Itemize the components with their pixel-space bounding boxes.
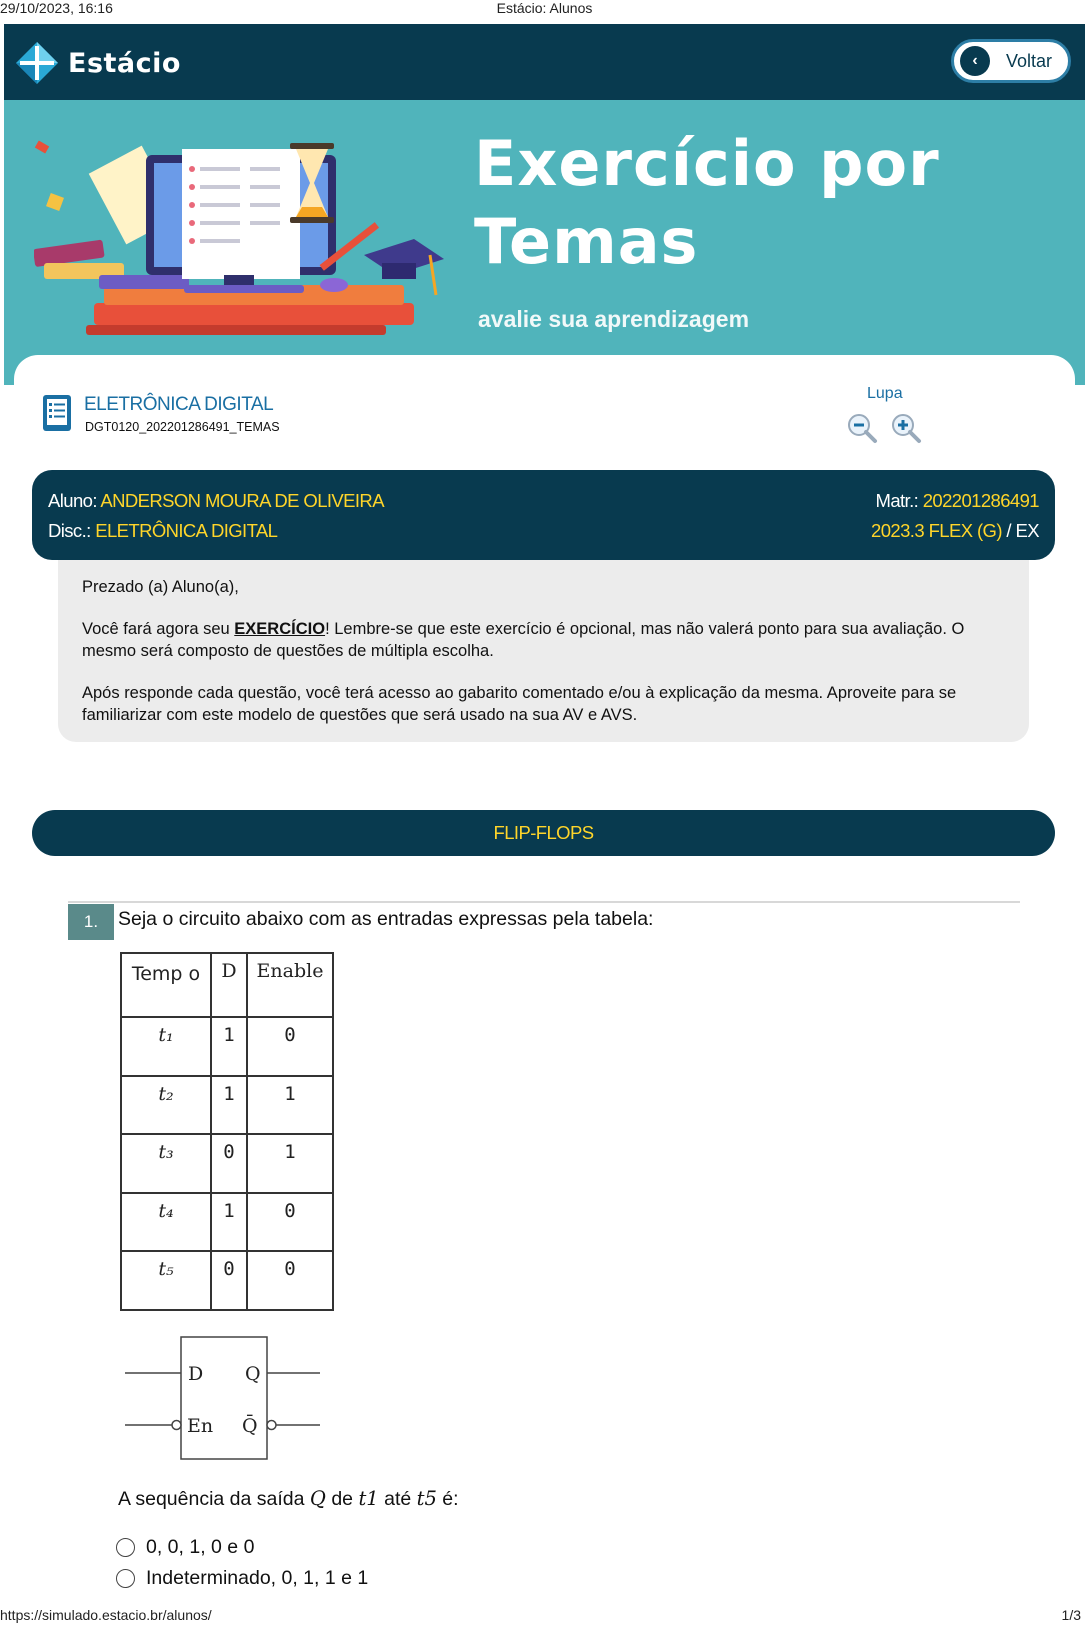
top-bar bbox=[4, 24, 1085, 100]
print-page-number: 1/3 bbox=[1061, 1607, 1081, 1623]
cell-d: 1 bbox=[211, 1076, 247, 1135]
prompt-pre: A sequência da saída bbox=[118, 1488, 310, 1510]
d-latch-circuit-diagram bbox=[125, 1335, 325, 1465]
circuit-label-q: Q bbox=[245, 1363, 261, 1385]
registration-number: 202201286491 bbox=[922, 490, 1039, 511]
cell-enable: 1 bbox=[247, 1134, 333, 1193]
table-row bbox=[121, 1251, 333, 1310]
answer-option[interactable] bbox=[116, 1536, 254, 1559]
cell-time: t₅ bbox=[121, 1251, 211, 1310]
p1-pre: Você fará agora seu bbox=[82, 620, 235, 638]
circuit-label-qbar: Q̄ bbox=[242, 1415, 258, 1437]
period-suffix: / EX bbox=[1001, 520, 1039, 541]
logo-text: Estácio bbox=[68, 47, 181, 79]
disc-label: Disc.: bbox=[48, 520, 96, 541]
question-number: 1. bbox=[68, 904, 114, 940]
circuit-label-d: D bbox=[188, 1363, 204, 1385]
magnifier-label: Lupa bbox=[867, 385, 903, 402]
print-url: https://simulado.estacio.br/alunos/ bbox=[0, 1607, 212, 1623]
period-row bbox=[871, 520, 1039, 542]
question-prompt bbox=[118, 1487, 459, 1511]
question-text: Seja o circuito abaixo com as entradas expressas pela tabela: bbox=[118, 908, 654, 930]
instructions-box bbox=[58, 560, 1029, 742]
print-footer bbox=[0, 1605, 1089, 1627]
cell-time: t₃ bbox=[121, 1134, 211, 1193]
discipline-row bbox=[48, 520, 277, 542]
radio-button[interactable] bbox=[116, 1569, 135, 1588]
period-value: 2023.3 FLEX (G) bbox=[871, 520, 1002, 541]
cell-d: 1 bbox=[211, 1017, 247, 1076]
back-button[interactable] bbox=[951, 39, 1071, 83]
table-row bbox=[121, 1193, 333, 1252]
exercise-link[interactable]: EXERCÍCIO bbox=[234, 620, 326, 638]
cell-time: t₂ bbox=[121, 1076, 211, 1135]
banner-title bbox=[474, 125, 940, 281]
discipline-name: ELETRÔNICA DIGITAL bbox=[95, 520, 278, 541]
truth-table-header bbox=[121, 953, 333, 1017]
estacio-logo[interactable] bbox=[14, 38, 181, 88]
student-name-row bbox=[48, 490, 384, 512]
banner-title-line1: Exercício por bbox=[474, 127, 940, 200]
cell-enable: 0 bbox=[247, 1017, 333, 1076]
estacio-logo-icon bbox=[14, 40, 60, 86]
radio-button[interactable] bbox=[116, 1538, 135, 1557]
chevron-left-icon: ‹ bbox=[960, 46, 990, 76]
cell-time: t₄ bbox=[121, 1193, 211, 1252]
header-enable: Enable bbox=[247, 953, 333, 1017]
instructions-paragraph-2: Após responde cada questão, você terá acesso ao gabarito comentado e/ou à explicação da mesma. Aproveite para se familiarizar com este modelo de questões que será usado na sua AV e AVS. bbox=[82, 684, 957, 724]
hero-banner bbox=[4, 100, 1085, 385]
document-list-icon bbox=[42, 394, 72, 432]
zoom-in-icon[interactable] bbox=[889, 411, 923, 445]
student-info-bar bbox=[32, 470, 1055, 560]
banner-subtitle: avalie sua aprendizagem bbox=[478, 306, 750, 332]
banner-title-line2: Temas bbox=[474, 205, 699, 278]
table-row bbox=[121, 1076, 333, 1135]
question-divider bbox=[68, 901, 1020, 903]
answer-option[interactable] bbox=[116, 1567, 368, 1590]
prompt-post: é: bbox=[436, 1488, 459, 1510]
study-illustration bbox=[34, 135, 454, 365]
cell-d: 1 bbox=[211, 1193, 247, 1252]
circuit-label-en: En bbox=[187, 1415, 214, 1437]
back-button-label: Voltar bbox=[1006, 50, 1053, 71]
answer-option-label: 0, 0, 1, 0 e 0 bbox=[146, 1536, 255, 1558]
section-title-bar bbox=[32, 810, 1055, 856]
cell-enable: 0 bbox=[247, 1193, 333, 1252]
cell-enable: 0 bbox=[247, 1251, 333, 1310]
prompt-mid2: até bbox=[378, 1488, 417, 1510]
print-datetime: 29/10/2023, 16:16 bbox=[0, 0, 113, 16]
truth-table bbox=[120, 952, 334, 1311]
greeting: Prezado (a) Aluno(a), bbox=[82, 578, 239, 596]
answer-option-label: Indeterminado, 0, 1, 1 e 1 bbox=[146, 1567, 369, 1589]
header-d: D bbox=[211, 953, 247, 1017]
course-name: ELETRÔNICA DIGITAL bbox=[84, 394, 274, 415]
prompt-t5: t5 bbox=[416, 1487, 437, 1510]
registration-row bbox=[876, 490, 1039, 512]
p1-post: ! Lembre-se que este exercício é opcional, mas não valerá ponto para sua avaliação. O mesmo será composto de questões de múltipla escolha. bbox=[82, 620, 965, 660]
instructions-paragraph-1 bbox=[82, 618, 1005, 662]
header-time: Temp o bbox=[121, 953, 211, 1017]
print-header bbox=[0, 0, 1089, 20]
section-title: FLIP-FLOPS bbox=[493, 822, 594, 843]
table-row bbox=[121, 1134, 333, 1193]
prompt-t1: t1 bbox=[358, 1487, 379, 1510]
cell-enable: 1 bbox=[247, 1076, 333, 1135]
print-doc-title: Estácio: Alunos bbox=[496, 0, 593, 16]
prompt-q: Q bbox=[309, 1487, 326, 1510]
aluno-label: Aluno: bbox=[48, 490, 101, 511]
cell-d: 0 bbox=[211, 1251, 247, 1310]
cell-time: t₁ bbox=[121, 1017, 211, 1076]
course-code: DGT0120_202201286491_TEMAS bbox=[85, 420, 280, 434]
zoom-out-icon[interactable] bbox=[845, 411, 879, 445]
matr-label: Matr.: bbox=[875, 490, 923, 511]
cell-d: 0 bbox=[211, 1134, 247, 1193]
student-name: ANDERSON MOURA DE OLIVEIRA bbox=[100, 490, 384, 511]
table-row bbox=[121, 1017, 333, 1076]
prompt-mid1: de bbox=[325, 1488, 359, 1510]
